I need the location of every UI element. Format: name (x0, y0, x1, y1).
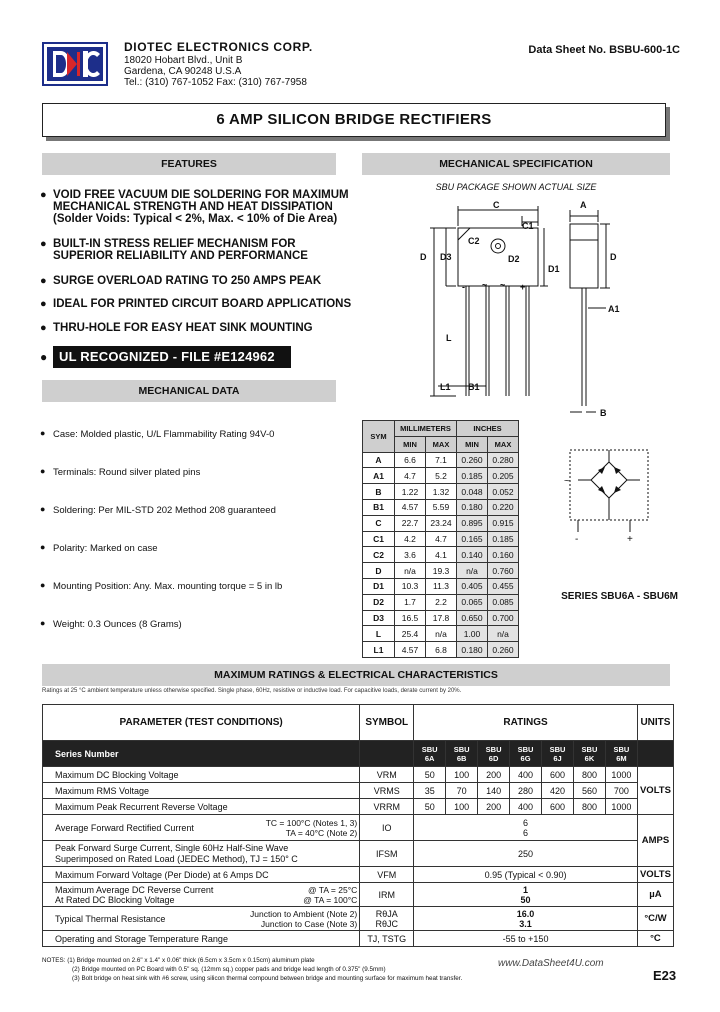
mechanical-data-item: ● Soldering: Per MIL-STD 202 Method 208 guaranteed (40, 504, 276, 516)
bullet-icon: ● (40, 428, 46, 438)
series-cell: SBU 6D (478, 741, 510, 767)
svg-text:L1: L1 (440, 382, 451, 392)
bullet-icon: ● (40, 542, 46, 552)
table-header: INCHES (457, 421, 519, 437)
table-row: Peak Forward Surge Current, Single 60Hz Half-Sine Wave Superimposed on Rated Load (JEDEC Method), TJ = 150° C IFSM 250 (43, 841, 674, 867)
dim-label-c1: C1 (522, 221, 534, 231)
note-line: (2) Bridge mounted on PC Board with 0.5" sq. (12mm sq.) copper pads and bridge lead length of 0.375" (9.5mm) (72, 966, 386, 973)
series-cell: SBU 6B (446, 741, 478, 767)
svg-text:D3: D3 (440, 252, 452, 262)
svg-text:D: D (420, 252, 427, 262)
bullet-icon: ● (40, 350, 48, 364)
svg-text:B: B (600, 408, 607, 418)
table-header: MAX (488, 436, 519, 452)
svg-text:D: D (610, 252, 617, 262)
bullet-icon: ● (40, 238, 47, 250)
address-line: Tel.: (310) 767-1052 Fax: (310) 767-7958 (124, 77, 307, 88)
table-row: D1 10.3 11.3 0.405 0.455 (363, 578, 519, 594)
svg-text:+: + (627, 534, 633, 544)
series-cell: SBU 6K (573, 741, 605, 767)
series-cell: SBU 6J (542, 741, 574, 767)
svg-text:A: A (580, 200, 587, 210)
table-row: A1 4.7 5.2 0.185 0.205 (363, 468, 519, 484)
page-title: 6 AMP SILICON BRIDGE RECTIFIERS (42, 103, 666, 137)
package-caption: SBU PACKAGE SHOWN ACTUAL SIZE (435, 182, 597, 192)
svg-text:~: ~ (482, 280, 488, 290)
table-row: C 22.7 23.24 0.895 0.915 (363, 515, 519, 531)
table-header: SYMBOL (360, 705, 414, 741)
table-row: Maximum Average DC Reverse Current At Rated DC Blocking Voltage @ TA = 25°C @ TA = 100°C IRM 1 50 µA (43, 883, 674, 907)
bullet-icon: ● (40, 504, 46, 514)
ratings-heading: MAXIMUM RATINGS & ELECTRICAL CHARACTERISTICS (42, 664, 670, 686)
table-row: L 25.4 n/a 1.00 n/a (363, 626, 519, 642)
table-row: C1 4.2 4.7 0.165 0.185 (363, 531, 519, 547)
table-row: D3 16.5 17.8 0.650 0.700 (363, 610, 519, 626)
address-line: Gardena, CA 90248 U.S.A (124, 66, 242, 77)
table-row: Maximum DC Blocking Voltage VRM 50 100 200 400 600 800 1000 VOLTS (43, 767, 674, 783)
mechanical-data-heading: MECHANICAL DATA (42, 380, 336, 402)
table-row: Maximum Peak Recurrent Reverse Voltage VRRM 50 100 200 400 600 800 1000 (43, 799, 674, 815)
table-row: A 6.6 7.1 0.260 0.280 (363, 452, 519, 468)
bullet-icon: ● (40, 618, 46, 628)
feature-item: ● VOID FREE VACUUM DIE SOLDERING FOR MAXIMUM MECHANICAL STRENGTH AND HEAT DISSIPATION (Solder Voids: Typical < 2%, Max. < 10% of Die Area) (40, 189, 349, 225)
table-row: B1 4.57 5.59 0.180 0.220 (363, 499, 519, 515)
feature-item: ● BUILT-IN STRESS RELIEF MECHANISM FOR SUPERIOR RELIABILITY AND PERFORMANCE (40, 238, 308, 262)
series-cell: SBU 6M (605, 741, 637, 767)
feature-item: ● THRU-HOLE FOR EASY HEAT SINK MOUNTING (40, 322, 313, 334)
feature-item: ● SURGE OVERLOAD RATING TO 250 AMPS PEAK (40, 275, 322, 287)
table-row: Average Forward Rectified Current TC = 100°C (Notes 1, 3) TA = 40°C (Note 2) IO 6 6 AMPS (43, 815, 674, 841)
note-line: (3) Bolt bridge on heat sink with #6 screw, using silicon thermal compound between bridge and mounting surface for maximum heat transfer. (72, 975, 463, 982)
mechanical-data-item: ● Polarity: Marked on case (40, 542, 158, 554)
bullet-icon: ● (40, 189, 47, 201)
dimension-table (362, 420, 519, 658)
series-caption: SERIES SBU6A - SBU6M (561, 591, 678, 602)
package-outline-drawing (410, 196, 670, 426)
table-row: L1 4.57 6.8 0.180 0.260 (363, 642, 519, 658)
feature-item: ● IDEAL FOR PRINTED CIRCUIT BOARD APPLICATIONS (40, 298, 352, 310)
mechanical-data-item: ● Case: Molded plastic, U/L Flammability Rating 94V-0 (40, 428, 275, 440)
table-row: B 1.22 1.32 0.048 0.052 (363, 484, 519, 500)
ac-input-label: ~ (564, 476, 570, 487)
series-cell: SBU 6A (414, 741, 446, 767)
ul-recognized-badge: UL RECOGNIZED - FILE #E124962 (53, 346, 291, 368)
address-line: 18020 Hobart Blvd., Unit B (124, 55, 243, 66)
datasheet-number: Data Sheet No. BSBU-600-1C (528, 44, 680, 56)
svg-text:A1: A1 (608, 304, 620, 314)
table-row: Operating and Storage Temperature Range TJ, TSTG -55 to +150 °C (43, 931, 674, 947)
table-header: MILLIMETERS (395, 421, 457, 437)
bullet-icon: ● (40, 298, 47, 310)
note-line: NOTES: (1) Bridge mounted on 2.6" x 1.4" x 0.06" thick (6.5cm x 3.5cm x 0.15cm) aluminum plate (42, 957, 315, 964)
ratings-table (42, 704, 674, 947)
svg-text:D2: D2 (508, 254, 520, 264)
page-number: E23 (653, 968, 677, 983)
features-heading: FEATURES (42, 153, 336, 175)
series-cell: SBU 6G (510, 741, 542, 767)
svg-text:D1: D1 (548, 264, 560, 274)
table-header: PARAMETER (TEST CONDITIONS) (43, 705, 360, 741)
table-row: C2 3.6 4.1 0.140 0.160 (363, 547, 519, 563)
table-header: MIN (457, 436, 488, 452)
mechanical-data-item: ● Terminals: Round silver plated pins (40, 466, 201, 478)
table-row: D2 1.7 2.2 0.065 0.085 (363, 594, 519, 610)
bridge-schematic-icon (558, 440, 670, 544)
table-row: Series Number SBU 6A SBU 6B SBU 6D SBU 6G SBU 6J SBU 6K SBU 6M (43, 741, 674, 767)
diotec-logo (42, 42, 108, 86)
bullet-icon: ● (40, 322, 47, 334)
svg-text:-: - (462, 282, 465, 292)
bullet-icon: ● (40, 466, 46, 476)
table-row: Maximum RMS Voltage VRMS 35 70 140 280 420 560 700 (43, 783, 674, 799)
mechanical-spec-heading: MECHANICAL SPECIFICATION (362, 153, 670, 175)
table-header: SYM (363, 421, 395, 453)
svg-text:~: ~ (500, 280, 506, 290)
svg-text:+: + (520, 282, 526, 292)
table-row: Typical Thermal Resistance Junction to Ambient (Note 2) Junction to Case (Note 3) RθJA RθJC 16.0 3.1 °C/W (43, 907, 674, 931)
table-header: MAX (426, 436, 457, 452)
svg-text:B1: B1 (468, 382, 480, 392)
table-header: UNITS (637, 705, 673, 741)
mechanical-data-item: ● Weight: 0.3 Ounces (8 Grams) (40, 618, 182, 630)
watermark: www.DataSheet4U.com (498, 958, 604, 969)
ratings-note: Ratings at 25 °C ambient temperature unless otherwise specified. Single phase, 60Hz, resistive or inductive load. For capacitive loads, derate current by 20%. (42, 688, 462, 694)
svg-text:L: L (446, 333, 452, 343)
table-row: D n/a 19.3 n/a 0.760 (363, 563, 519, 579)
bullet-icon: ● (40, 275, 47, 287)
svg-text:-: - (575, 534, 579, 544)
bullet-icon: ● (40, 580, 46, 590)
table-row: Maximum Forward Voltage (Per Diode) at 6 Amps DC VFM 0.95 (Typical < 0.90) VOLTS (43, 867, 674, 883)
table-header: RATINGS (414, 705, 638, 741)
mechanical-data-item: ● Mounting Position: Any. Max. mounting torque = 5 in lb (40, 580, 283, 592)
svg-text:C2: C2 (468, 236, 480, 246)
table-header: MIN (395, 436, 426, 452)
svg-text:C: C (493, 200, 500, 210)
company-name: DIOTEC ELECTRONICS CORP. (124, 40, 313, 54)
